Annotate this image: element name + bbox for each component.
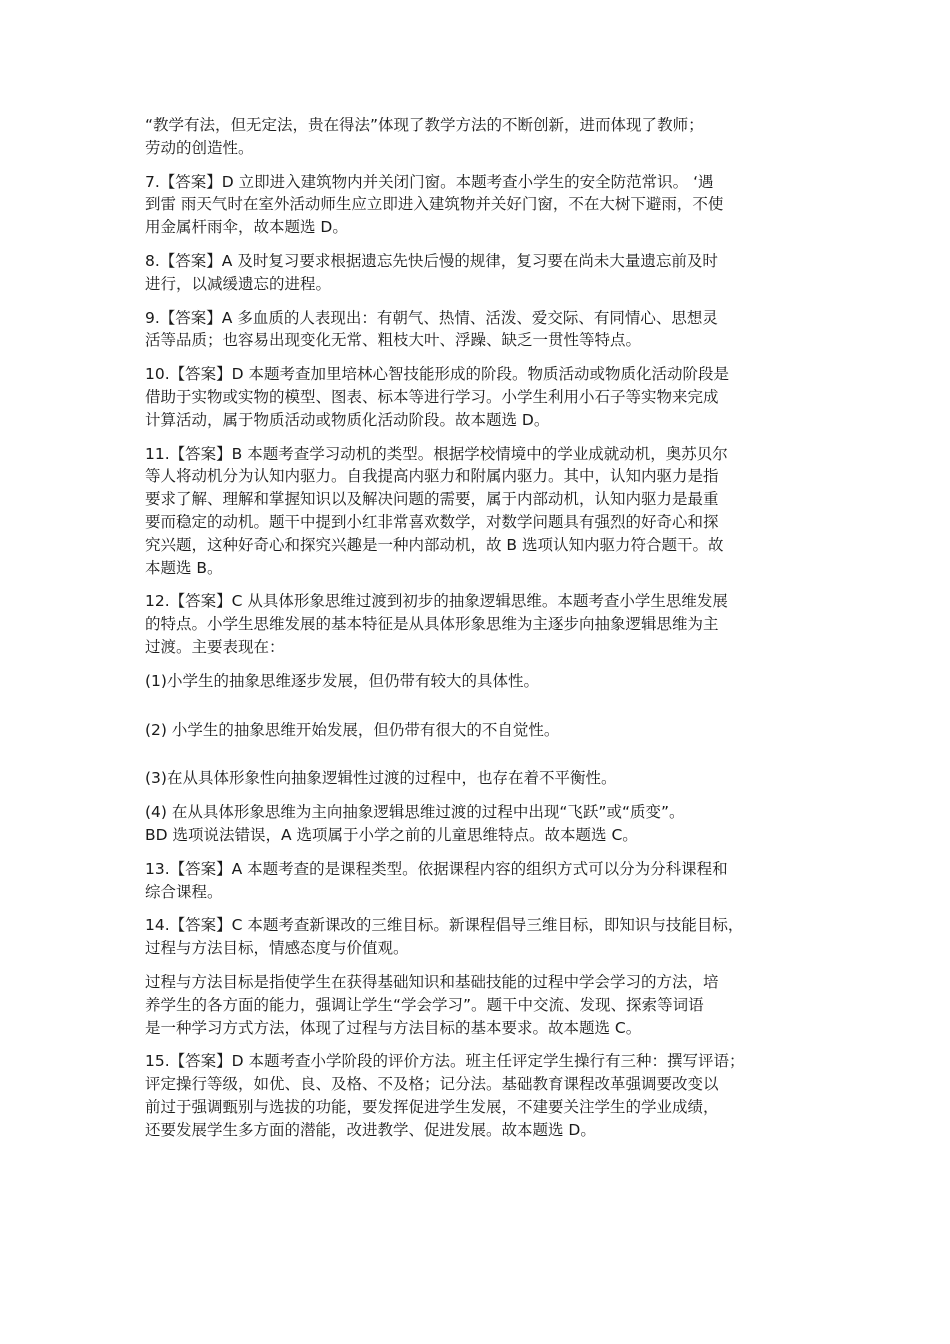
answer-14 [145, 914, 813, 960]
text-line: 13.【答案】A 本题考查的是课程类型。依据课程内容的组织方式可以分为分科课程和 [145, 859, 728, 878]
text-line: 到雷 雨天气时在室外活动师生应立即进入建筑物并关好门窗，不在大树下避雨，不使 [145, 195, 724, 214]
document-page [145, 114, 813, 1152]
text-line: 评定操行等级，如优、良、及格、不及格；记分法。基础教育课程改革强调要改变以 [145, 1075, 719, 1094]
text-line: 活等品质；也容易出现变化无常、粗枝大叶、浮躁、缺乏一贯性等特点。 [145, 331, 642, 350]
answer-11 [145, 443, 813, 580]
answer-10 [145, 363, 813, 431]
text-line: 过渡。主要表现在： [145, 637, 285, 656]
answer-12 [145, 590, 813, 658]
text-line: 养学生的各方面的能力，强调让学生“学会学习”。题干中交流、发现、探索等词语 [145, 995, 704, 1014]
text-line: 本题选 B。 [145, 558, 223, 577]
text-line: 计算活动，属于物质活动或物质化活动阶段。故本题选 D。 [145, 410, 550, 429]
text-line: 7.【答案】D 立即进入建筑物内并关闭门窗。本题考查小学生的安全防范常识。 ‘遇 [145, 172, 714, 191]
text-line: “教学有法，但无定法，贵在得法”体现了教学方法的不断创新，进而体现了教师； [145, 116, 704, 134]
answer-9 [145, 307, 813, 353]
text-line: 综合课程。 [145, 882, 223, 901]
text-line: 10.【答案】D 本题考查加里培林心智技能形成的阶段。物质活动或物质化活动阶段是 [145, 365, 730, 384]
text-line: 进行，以减缓遗忘的进程。 [145, 274, 332, 293]
text-line: 用金属杆雨伞，故本题选 D。 [145, 218, 348, 237]
answer-12-point-3 [145, 767, 813, 790]
text-line: 15.【答案】D 本题考查小学阶段的评价方法。班主任评定学生操行有三种：撰写评语； [145, 1052, 745, 1071]
text-line: (3)在从具体形象性向抽象逻辑性过渡的过程中，也存在着不平衡性。 [145, 769, 617, 788]
text-line: 14.【答案】C 本题考查新课改的三维目标。新课程倡导三维目标，即知识与技能目标， [145, 916, 744, 935]
answer-12-point-4 [145, 801, 813, 847]
text-line: 9.【答案】A 多血质的人表现出：有朝气、热情、活泼、爱交际、有同情心、思想灵 [145, 308, 718, 327]
text-line: 过程与方法目标是指使学生在获得基础知识和基础技能的过程中学会学习的方法，培 [145, 972, 719, 991]
text-line: 要而稳定的动机。题干中提到小红非常喜欢数学，对数学问题具有强烈的好奇心和探 [145, 512, 719, 531]
text-line: 是一种学习方式方法，体现了过程与方法目标的基本要求。故本题选 C。 [145, 1018, 642, 1037]
answer-13 [145, 858, 813, 904]
text-line: (1)小学生的抽象思维逐步发展，但仍带有较大的具体性。 [145, 671, 539, 690]
answer-14-explanation [145, 971, 813, 1039]
answer-15 [145, 1050, 813, 1141]
paragraph-teaching-method [145, 114, 813, 160]
answer-8 [145, 250, 813, 296]
text-line: 究兴题，这种好奇心和探究兴趣是一种内部动机，故 B 选项认知内驱力符合题干。故 [145, 535, 724, 554]
text-line: (4) 在从具体形象思维为主向抽象逻辑思维过渡的过程中出现“飞跃”或“质变”。 [145, 803, 685, 822]
answer-12-point-1 [145, 670, 813, 693]
text-line: 借助于实物或实物的模型、图表、标本等进行学习。小学生利用小石子等实物来完成 [145, 387, 719, 406]
text-line: 等人将动机分为认知内驱力。自我提高内驱力和附属内驱力。其中，认知内驱力是指 [145, 467, 719, 486]
text-line: 要求了解、理解和掌握知识以及解决问题的需要，属于内部动机，认知内驱力是最重 [145, 490, 719, 509]
text-line: 12.【答案】C 从具体形象思维过渡到初步的抽象逻辑思维。本题考查小学生思维发展 [145, 592, 728, 611]
text-line: 的特点。小学生思维发展的基本特征是从具体形象思维为主逐步向抽象逻辑思维为主 [145, 615, 719, 634]
text-line: 前过于强调甄别与选拔的功能，要发挥促进学生发展，不建要关注学生的学业成绩， [145, 1097, 719, 1116]
answer-12-point-2 [145, 719, 813, 742]
text-line: 还要发展学生多方面的潜能，改进教学、促进发展。故本题选 D。 [145, 1120, 596, 1139]
text-line: BD 选项说法错误，A 选项属于小学之前的儿童思维特点。故本题选 C。 [145, 825, 638, 844]
text-line: (2) 小学生的抽象思维开始发展，但仍带有很大的不自觉性。 [145, 720, 560, 739]
answer-7 [145, 171, 813, 239]
text-line: 8.【答案】A 及时复习要求根据遗忘先快后慢的规律，复习要在尚未大量遗忘前及时 [145, 251, 718, 270]
text-line: 劳动的创造性。 [145, 138, 254, 157]
text-line: 过程与方法目标，情感态度与价值观。 [145, 939, 409, 958]
text-line: 11.【答案】B 本题考查学习动机的类型。根据学校情境中的学业成就动机，奥苏贝尔 [145, 444, 728, 463]
